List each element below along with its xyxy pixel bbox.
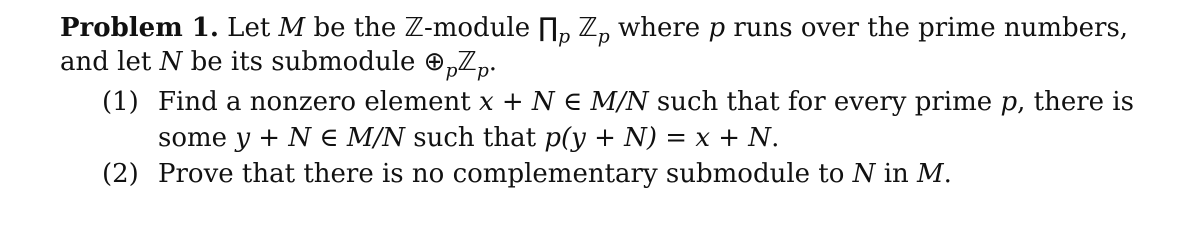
problem-line-1 [60,12,1180,46]
text: where [617,13,701,43]
problem-label: Problem 1. [60,13,219,43]
text: Prove that there is no complementary submodule to [158,159,845,189]
product-subscript: p [558,26,571,48]
math-N: N [852,159,876,189]
text: -module [423,13,531,43]
text: runs over the prime numbers, [733,13,1129,43]
product-symbol: ∏ [538,13,559,43]
text: Let [227,13,271,43]
subproblem-2 [60,158,1180,194]
subproblem-number: (2) [102,159,139,189]
problem-statement [60,12,1180,194]
math-Zp: ℤ [578,13,598,43]
text: Find a nonzero element [158,87,471,117]
math-M: M [917,159,944,189]
subproblem-1-line-1 [60,86,1180,122]
math-expression: y + N ∈ M/N [235,123,405,153]
math-p: p [708,13,726,43]
text: . [943,159,952,189]
text: some [158,123,228,153]
math-Zp-subscript: p [476,60,489,82]
text: . [488,47,498,77]
math-p: p [1000,87,1018,117]
text: such that for every prime [656,87,993,117]
problem-line-2 [60,46,1180,86]
direct-sum-subscript: p [445,60,458,82]
math-Zp: ℤ [457,47,477,77]
text: such that [413,123,537,153]
text: , there is [1017,87,1134,117]
math-N: N [159,47,183,77]
text: . [771,123,780,153]
subproblem-number: (1) [102,87,139,117]
subproblem-list [60,86,1180,194]
subproblem-1-line-2 [60,122,1180,158]
text: in [883,159,909,189]
math-expression: p(y + N) = x + N [544,123,772,153]
direct-sum-symbol: ⊕ [423,47,446,77]
math-expression: x + N ∈ M/N [478,87,649,117]
math-M: M [278,13,306,43]
math-Zp-subscript: p [597,26,610,48]
math-Z: ℤ [404,13,424,43]
text: be its submodule [190,47,416,77]
text: and let [60,47,152,77]
text: be the [313,13,397,43]
